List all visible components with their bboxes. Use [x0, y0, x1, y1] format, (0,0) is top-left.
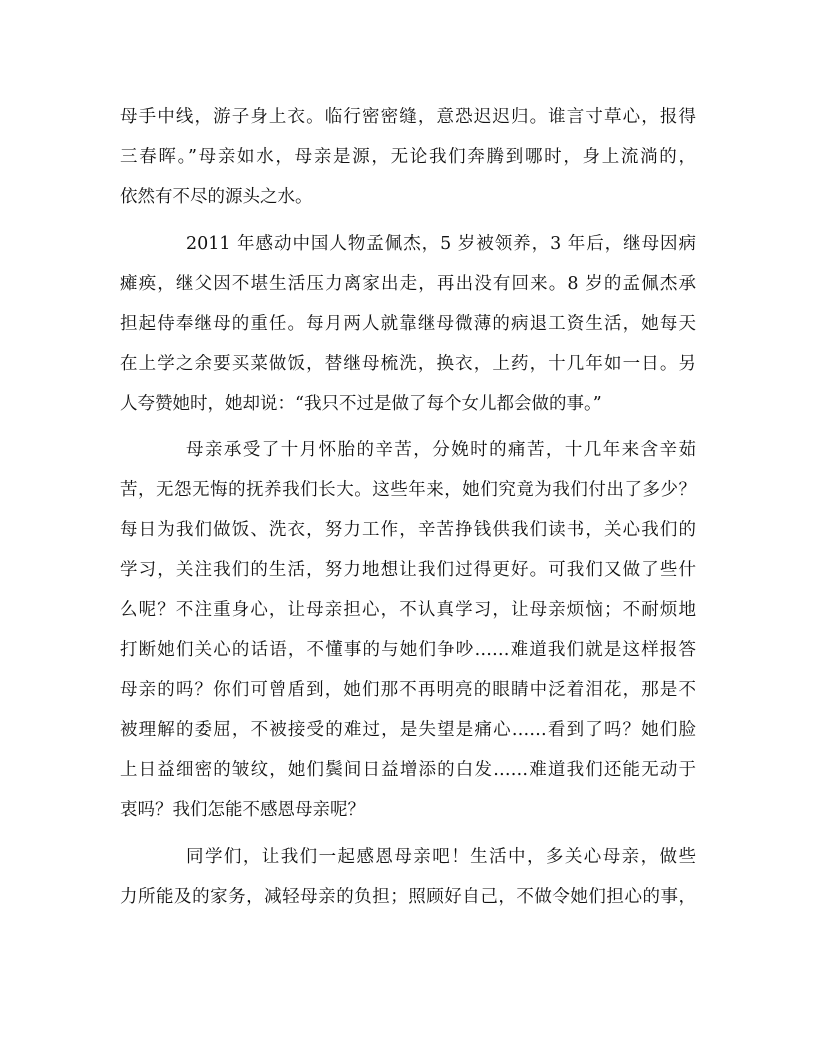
text-line: 力所能及的家务，减轻母亲的负担；照顾好自己，不做令她们担心的事，	[120, 887, 696, 907]
text-line: 三春晖。”母亲如水，母亲是源，无论我们奔腾到哪时，身上流淌的，	[120, 147, 696, 167]
text-line: 同学们，让我们一起感恩母亲吧！生活中，多关心母亲，做些	[186, 847, 696, 867]
text-line: 担起侍奉继母的重任。每月两人就靠继母微薄的病退工资生活，她每天	[120, 314, 696, 334]
text-line: 每日为我们做饭、洗衣，努力工作，辛苦挣钱供我们读书，关心我们的	[120, 520, 696, 540]
text-line: 么呢？不注重身心，让母亲担心，不认真学习，让母亲烦恼；不耐烦地	[120, 600, 696, 620]
text-line: 人夸赞她时，她却说：“我只不过是做了每个女儿都会做的事。”	[120, 394, 602, 414]
text-line: 瘫痪，继父因不堪生活压力离家出走，再出没有回来。8 岁的孟佩杰承	[120, 274, 696, 294]
text-line: 被理解的委屈，不被接受的难过，是失望是痛心……看到了吗？她们脸	[120, 720, 696, 740]
text-line: 打断她们关心的话语，不懂事的与她们争吵……难道我们就是这样报答	[120, 640, 696, 660]
text-line: 母手中线，游子身上衣。临行密密缝，意恐迟迟归。谁言寸草心，报得	[120, 107, 696, 127]
text-line: 在上学之余要买菜做饭，替继母梳洗，换衣，上药，十几年如一日。另	[120, 354, 696, 374]
text-line: 母亲承受了十月怀胎的辛苦，分娩时的痛苦，十几年来含辛茹	[186, 440, 696, 460]
text-line: 上日益细密的皱纹，她们鬓间日益增添的白发……难道我们还能无动于	[120, 760, 696, 780]
text-line: 衷吗？我们怎能不感恩母亲呢？	[120, 800, 365, 820]
text-line: 学习，关注我们的生活，努力地想让我们过得更好。可我们又做了些什	[120, 560, 696, 580]
text-line: 母亲的吗？你们可曾盾到，她们那不再明亮的眼睛中泛着泪花，那是不	[120, 680, 696, 700]
text-line: 2011 年感动中国人物孟佩杰，5 岁被领养，3 年后，继母因病	[186, 234, 696, 254]
text-line: 苦，无怨无悔的抚养我们长大。这些年来，她们究竟为我们付出了多少？	[120, 480, 696, 500]
text-line: 依然有不尽的源头之水。	[120, 187, 313, 207]
